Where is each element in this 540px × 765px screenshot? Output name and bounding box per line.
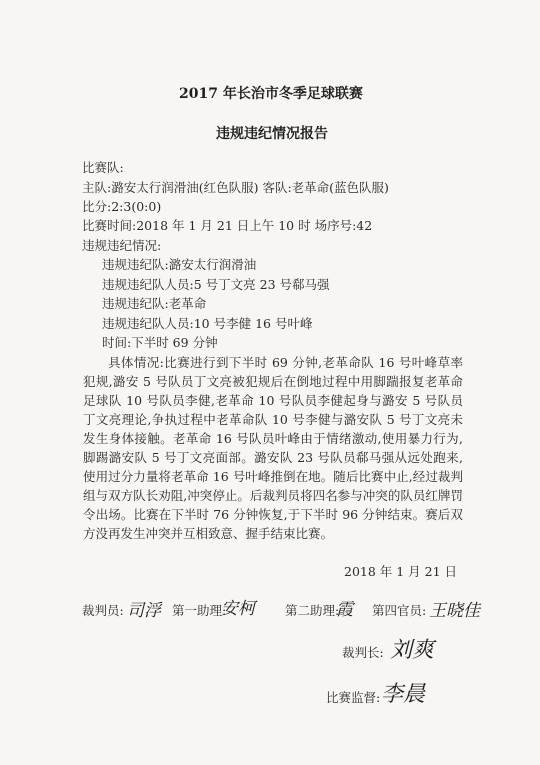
chief-referee-label: 裁判长: [342,645,384,660]
document-subtitle: 违规违纪情况报告 [216,126,328,142]
fourth-official-label: 第四官员: [372,603,427,618]
report-date: 2018 年 1 月 21 日 [344,564,458,579]
supervisor-signature: 李晨 [381,682,426,707]
violations-label: 违规违纪情况: [82,238,162,253]
time-venue-line: 比赛时间:2018 年 1 月 21 日上午 10 时 场序号:42 [82,218,373,233]
violation-players-2: 违规违纪队人员:10 号李健 16 号叶峰 [102,316,313,331]
violation-players-1: 违规违纪队人员:5 号丁文亮 23 号郗马强 [102,277,330,292]
violation-team-2: 违规违纪队:老革命 [102,296,207,311]
incident-details: 具体情况:比赛进行到下半时 69 分钟,老革命队 16 号叶峰草率犯规,潞安 5 号队员丁文亮被犯规后在倒地过程中用脚踹报复老革命足球队 10 号队员李健,老革命 10 号队员李健起身与潞安 5 号队员丁文亮理论,争执过程中老革命队 10 号李健与潞安队 5 号丁文亮未发生身体接触。老革命 16 号队员叶峰由于情绪激动,使用暴力行为,脚踢潞安队 5 号丁文亮面部。潞安队 23 号队员郗马强从远处跑来,使用过分力量将老革命 16 号叶峰推倒在地。随后比赛中止,经过裁判组与双方队长劝阻,冲突停止。后裁判员将四名参与冲突的队员红牌罚令出场。比赛在下半时 76 分钟恢复,于下半时 96 分钟结束。赛后双方没再发生冲突并互相致意、握手结束比赛。 [83,355,463,541]
assistant2-signature: 霞 [336,600,353,620]
referee-label: 裁判员: [82,603,124,618]
score-line: 比分:2:3(0:0) [82,199,162,214]
assistant2-label: 第二助理: [285,603,340,618]
assistant1-label: 第一助理: [172,603,227,618]
violation-team-1: 违规违纪队:潞安太行润滑油 [102,257,257,272]
fourth-official-signature: 王晓佳 [429,601,480,621]
teams-label: 比赛队: [82,160,124,175]
home-away-line: 主队:潞安太行润滑油(红色队服) 客队:老革命(蓝色队服) [82,180,389,195]
referee-signature: 司浮 [127,601,161,621]
violation-time: 时间:下半时 69 分钟 [102,335,218,350]
chief-referee-signature: 刘爽 [390,638,435,663]
document-title: 2017 年长治市冬季足球联赛 [179,86,363,102]
assistant1-signature: 安柯 [221,599,255,619]
supervisor-label: 比赛监督: [326,690,381,705]
